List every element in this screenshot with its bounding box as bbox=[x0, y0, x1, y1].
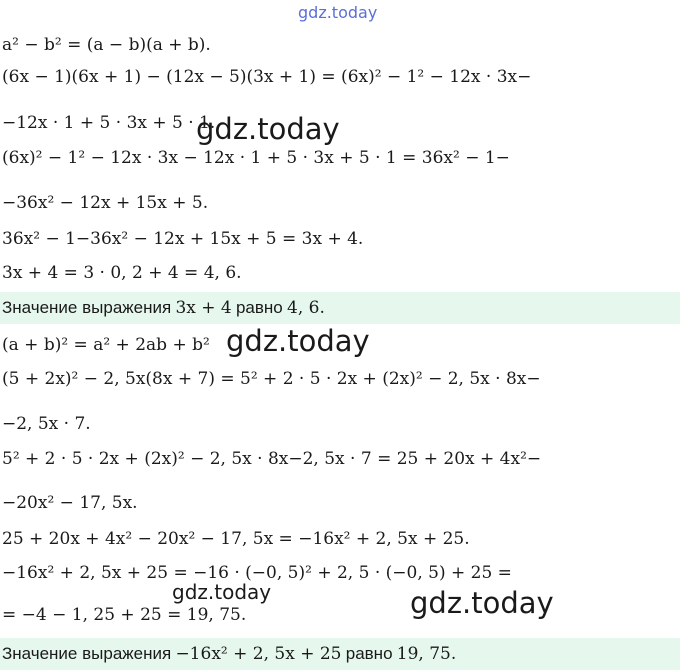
answer-1-text bbox=[2, 297, 325, 319]
solution-1-line-3: (6x)² − 1² − 12x · 3x − 12x · 1 + 5 · 3x + 5 · 1 = 36x² − 1− bbox=[2, 148, 510, 168]
solution-2-line-3: 5² + 2 · 5 · 2x + (2x)² − 2, 5x · 8x−2, 5x · 7 = 25 + 20x + 4x²− bbox=[2, 449, 542, 469]
watermark: gdz.today bbox=[410, 586, 554, 620]
solution-1-line-1: (6x − 1)(6x + 1) − (12x − 5)(3x + 1) = (6x)² − 1² − 12x · 3x− bbox=[2, 67, 532, 87]
answer-box-2 bbox=[0, 638, 680, 670]
watermark: gdz.today bbox=[226, 324, 370, 358]
solution-2-line-5: 25 + 20x + 4x² − 20x² − 17, 5x = −16x² + 2, 5x + 25. bbox=[2, 529, 470, 549]
solution-1-line-5: 36x² − 1−36x² − 12x + 15x + 5 = 3x + 4. bbox=[2, 229, 364, 249]
answer-1-value: 4, 6. bbox=[287, 298, 325, 318]
solution-2-line-1: (5 + 2x)² − 2, 5x(8x + 7) = 5² + 2 · 5 · 2x + (2x)² − 2, 5x · 8x− bbox=[2, 369, 541, 389]
answer-2-text bbox=[2, 643, 456, 665]
answer-1-label: Значение выражения bbox=[2, 298, 172, 317]
solution-1-line-4: −36x² − 12x + 15x + 5. bbox=[2, 193, 209, 213]
answer-1-expression: 3x + 4 bbox=[175, 298, 232, 318]
answer-2-value: 19, 75. bbox=[396, 644, 457, 664]
watermark: gdz.today bbox=[172, 580, 272, 604]
solution-1-line-2: −12x · 1 + 5 · 3x + 5 · 1. bbox=[2, 113, 216, 133]
formula-square-of-sum: (a + b)² = a² + 2ab + b² bbox=[2, 335, 210, 355]
answer-2-expression: −16x² + 2, 5x + 25 bbox=[175, 644, 342, 664]
solution-2-line-7: = −4 − 1, 25 + 25 = 19, 75. bbox=[2, 605, 247, 625]
answer-2-connector: равно bbox=[345, 644, 393, 663]
formula-difference-of-squares: a² − b² = (a − b)(a + b). bbox=[2, 35, 211, 55]
watermark-top: gdz.today bbox=[298, 3, 378, 22]
solution-1-line-6: 3x + 4 = 3 · 0, 2 + 4 = 4, 6. bbox=[2, 263, 242, 283]
answer-2-label: Значение выражения bbox=[2, 644, 172, 663]
watermark: gdz.today bbox=[196, 112, 340, 146]
solution-2-line-6: −16x² + 2, 5x + 25 = −16 · (−0, 5)² + 2, 5 · (−0, 5) + 25 = bbox=[2, 563, 512, 583]
answer-box-1 bbox=[0, 292, 680, 324]
solution-2-line-4: −20x² − 17, 5x. bbox=[2, 493, 138, 513]
answer-1-connector: равно bbox=[235, 298, 283, 317]
solution-2-line-2: −2, 5x · 7. bbox=[2, 414, 91, 434]
